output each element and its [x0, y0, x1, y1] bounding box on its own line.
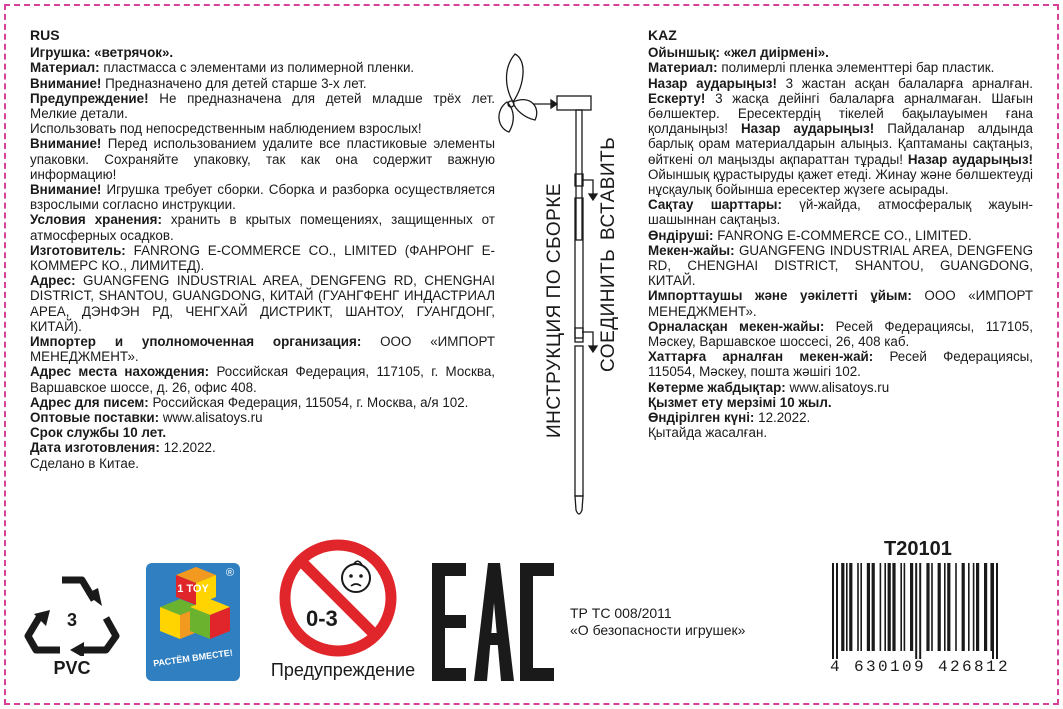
barcode-bar [915, 563, 917, 659]
barcode-bar [872, 563, 875, 651]
rus-manufacture-date: Дата изготовления: 12.2022. [30, 440, 216, 456]
barcode-bar [857, 563, 859, 651]
barcode-bar [888, 563, 891, 651]
barcode-bar [900, 563, 902, 651]
connect-label: СОЕДИНИТЬ [598, 248, 619, 372]
barcode-bar [860, 563, 862, 651]
barcode-bar [947, 563, 950, 651]
barcode-bar [880, 563, 882, 651]
kaz-heading: KAZ [648, 27, 677, 43]
barcode-bar [867, 563, 870, 651]
barcode-bar [984, 563, 987, 651]
kaz-storage: Сақтау шарттары: үй-жайда, атмосфералық жауын-шашыннан сақтаңыз. [648, 197, 1033, 228]
rus-attention-assembly: Внимание! Игрушка требует сборки. Сборка и разборка осуществляется взрослыми согласно инструкции. [30, 182, 495, 213]
insert-arrow-icon [582, 180, 597, 352]
rus-importer: Импортер и уполномоченная организация: ООО «ИМПОРТ МЕНЕДЖМЕНТ». [30, 334, 495, 365]
kaz-column [648, 28, 1033, 440]
barcode-bar [849, 563, 852, 651]
barcode-bar [884, 563, 886, 651]
no-child-icon [276, 538, 410, 658]
barcode-bar [832, 563, 834, 659]
brand-slogan: РАСТЁМ ВМЕСТЕ! [152, 647, 234, 669]
barcode-bar [931, 563, 933, 651]
barcode-bar [846, 563, 848, 651]
rus-warning: Предупреждение! Не предназначена для детей младше трёх лет. Мелкие детали. [30, 90, 495, 122]
recycle-number: 3 [66, 610, 77, 630]
kaz-attention-age: Назар аударыңыз! 3 жастан асқан балаларға арналған. Ескерту! 3 жасқа дейінгі балаларға арналмаған. Шағын бөлшектер. Ересектердің тікелей бақылауымен ғана қолданыңыз! Назар аударыңыз! Пайдаланар алдында барлық орам материалдарын алыңыз. Қаптаманы сақтаңыз, өйткені ол маңызды ақпараттан тұрады! Назар аударыңыз! Ойыншық құрастыруды қажет етеді. Жинау және бөлшектеуді нұсқаулық бойынша ересектер жүзеге асырады. [648, 75, 1033, 198]
rus-toy: Игрушка: «ветрячок». [30, 45, 174, 61]
eac-mark-icon [432, 563, 554, 681]
barcode [830, 563, 1025, 659]
barcode-bar [892, 563, 895, 651]
barcode-bar [990, 563, 992, 651]
rus-address: Адрес: GUANGFENG INDUSTRIAL AREA, DENGFENG RD, CHENGHAI DISTRICT, SHANTOU, GUANGDONG, КИТАЙ (ГУАНГФЕНГ ИНДАСТРИАЛ АРЕА, ДЭНФЭН РД, ЧЕНГХАЙ ДИСТРИКТ, ШАНТОУ, ГУАНГДОНГ, КИТАЙ). [30, 273, 495, 334]
registered-mark: ® [225, 567, 234, 579]
rus-location: Адрес места нахождения: Российская Федерация, 117105, г. Москва, Варшавское шоссе, д. 26, офис 408. [30, 364, 495, 395]
kaz-service-life: Қызмет ету мерзімі 10 жыл. [648, 394, 832, 410]
barcode-bar [926, 563, 929, 651]
barcode-bar [962, 563, 965, 651]
pinwheel-icon [499, 54, 537, 132]
product-code: T20101 [884, 538, 952, 560]
barcode-bar [841, 563, 844, 651]
barcode-bar [968, 563, 970, 651]
brand-logo [146, 563, 240, 681]
assembly-instruction-label: ИНСТРУКЦИЯ ПО СБОРКЕ [544, 182, 565, 438]
kaz-location: Орналасқан мекен-жайы: Ресей Федерациясы, 117105, Мәскеу, Варшавское шоссесі, 26, 408 каб. [648, 318, 1033, 350]
rus-service-life: Срок службы 10 лет. [30, 425, 167, 441]
rus-column [30, 28, 495, 471]
barcode-digits: 4 630109 426812 [830, 658, 1011, 676]
barcode-bar [919, 563, 921, 659]
rus-wholesale: Оптовые поставки: www.alisatoys.ru [30, 410, 263, 426]
kaz-material: Материал: полимерлі пленка элементтері бар пластик. [648, 60, 995, 76]
standard-code: ТР ТС 008/2011 [570, 605, 672, 621]
age-warning-sign [270, 538, 416, 684]
barcode-bar [938, 563, 941, 651]
rus-supervision: Использовать под непосредственным наблюдением взрослых! [30, 121, 422, 137]
kaz-importer: Импорттаушы және уәкілетті ұйым: ООО «ИМПОРТ МЕНЕДЖМЕНТ». [648, 288, 1033, 319]
barcode-bar [976, 563, 979, 651]
barcode-bar [910, 563, 913, 651]
rus-mail-address: Адрес для писем: Российская Федерация, 115054, г. Москва, а/я 102. [30, 394, 469, 410]
standard-reference [570, 605, 745, 639]
standard-title: «О безопасности игрушек» [570, 622, 746, 638]
kaz-made-in: Қытайда жасалған. [648, 425, 768, 441]
rus-material: Материал: пластмасса с элементами из полимерной пленки. [30, 60, 415, 76]
rus-made-in: Сделано в Китае. [30, 455, 140, 471]
barcode-bar [992, 563, 994, 659]
insert-label: ВСТАВИТЬ [598, 136, 619, 240]
rus-heading: RUS [30, 27, 60, 43]
rus-attention-packaging: Внимание! Перед использованием удалите все пластиковые элементы упаковки. Сохраняйте упаковку, так как она содержит важную информацию! [30, 136, 495, 182]
brand-name: 1 TOY [177, 583, 209, 595]
barcode-bar [944, 563, 946, 651]
rus-attention-age: Внимание! Предназначено для детей старше 3-х лет. [30, 75, 367, 91]
age-warning-caption: Предупреждение [270, 660, 416, 680]
rus-manufacturer: Изготовитель: FANRONG E-COMMERCE CO., LIMITED (ФАНРОНГ Е-КОММЕРС КО., ЛИМИТЕД). [30, 242, 495, 274]
age-range: 0-3 [306, 606, 338, 631]
kaz-toy: Ойыншық: «жел диірмені». [648, 45, 829, 61]
rus-storage: Условия хранения: хранить в крытых помещениях, защищенных от атмосферных осадков. [30, 212, 495, 243]
barcode-bar [955, 563, 957, 651]
kaz-mail-address: Хаттарға арналған мекен-жай: Ресей Федерациясы, 115054, Мәскеу, пошта жәшігі 102. [648, 349, 1033, 380]
kaz-address: Мекен-жайы: GUANGFENG INDUSTRIAL AREA, DENGFENG RD, CHENGHAI DISTRICT, SHANTOU, GUANGDONG, КИТАЙ. [648, 242, 1033, 289]
recycle-material: PVC [53, 658, 91, 678]
barcode-bar [973, 563, 975, 651]
barcode-bar [836, 563, 838, 659]
kaz-wholesale: Көтерме жабдықтар: www.alisatoys.ru [648, 379, 890, 395]
kaz-manufacturer: Өндіруші: FANRONG E-COMMERCE CO., LIMITED. [648, 227, 972, 243]
kaz-manufacture-date: Өндірілген күні: 12.2022. [648, 410, 811, 426]
recycle-symbol [24, 570, 120, 680]
barcode-bar [904, 563, 906, 651]
barcode-bar [996, 563, 998, 659]
arrow-icon [533, 100, 557, 108]
